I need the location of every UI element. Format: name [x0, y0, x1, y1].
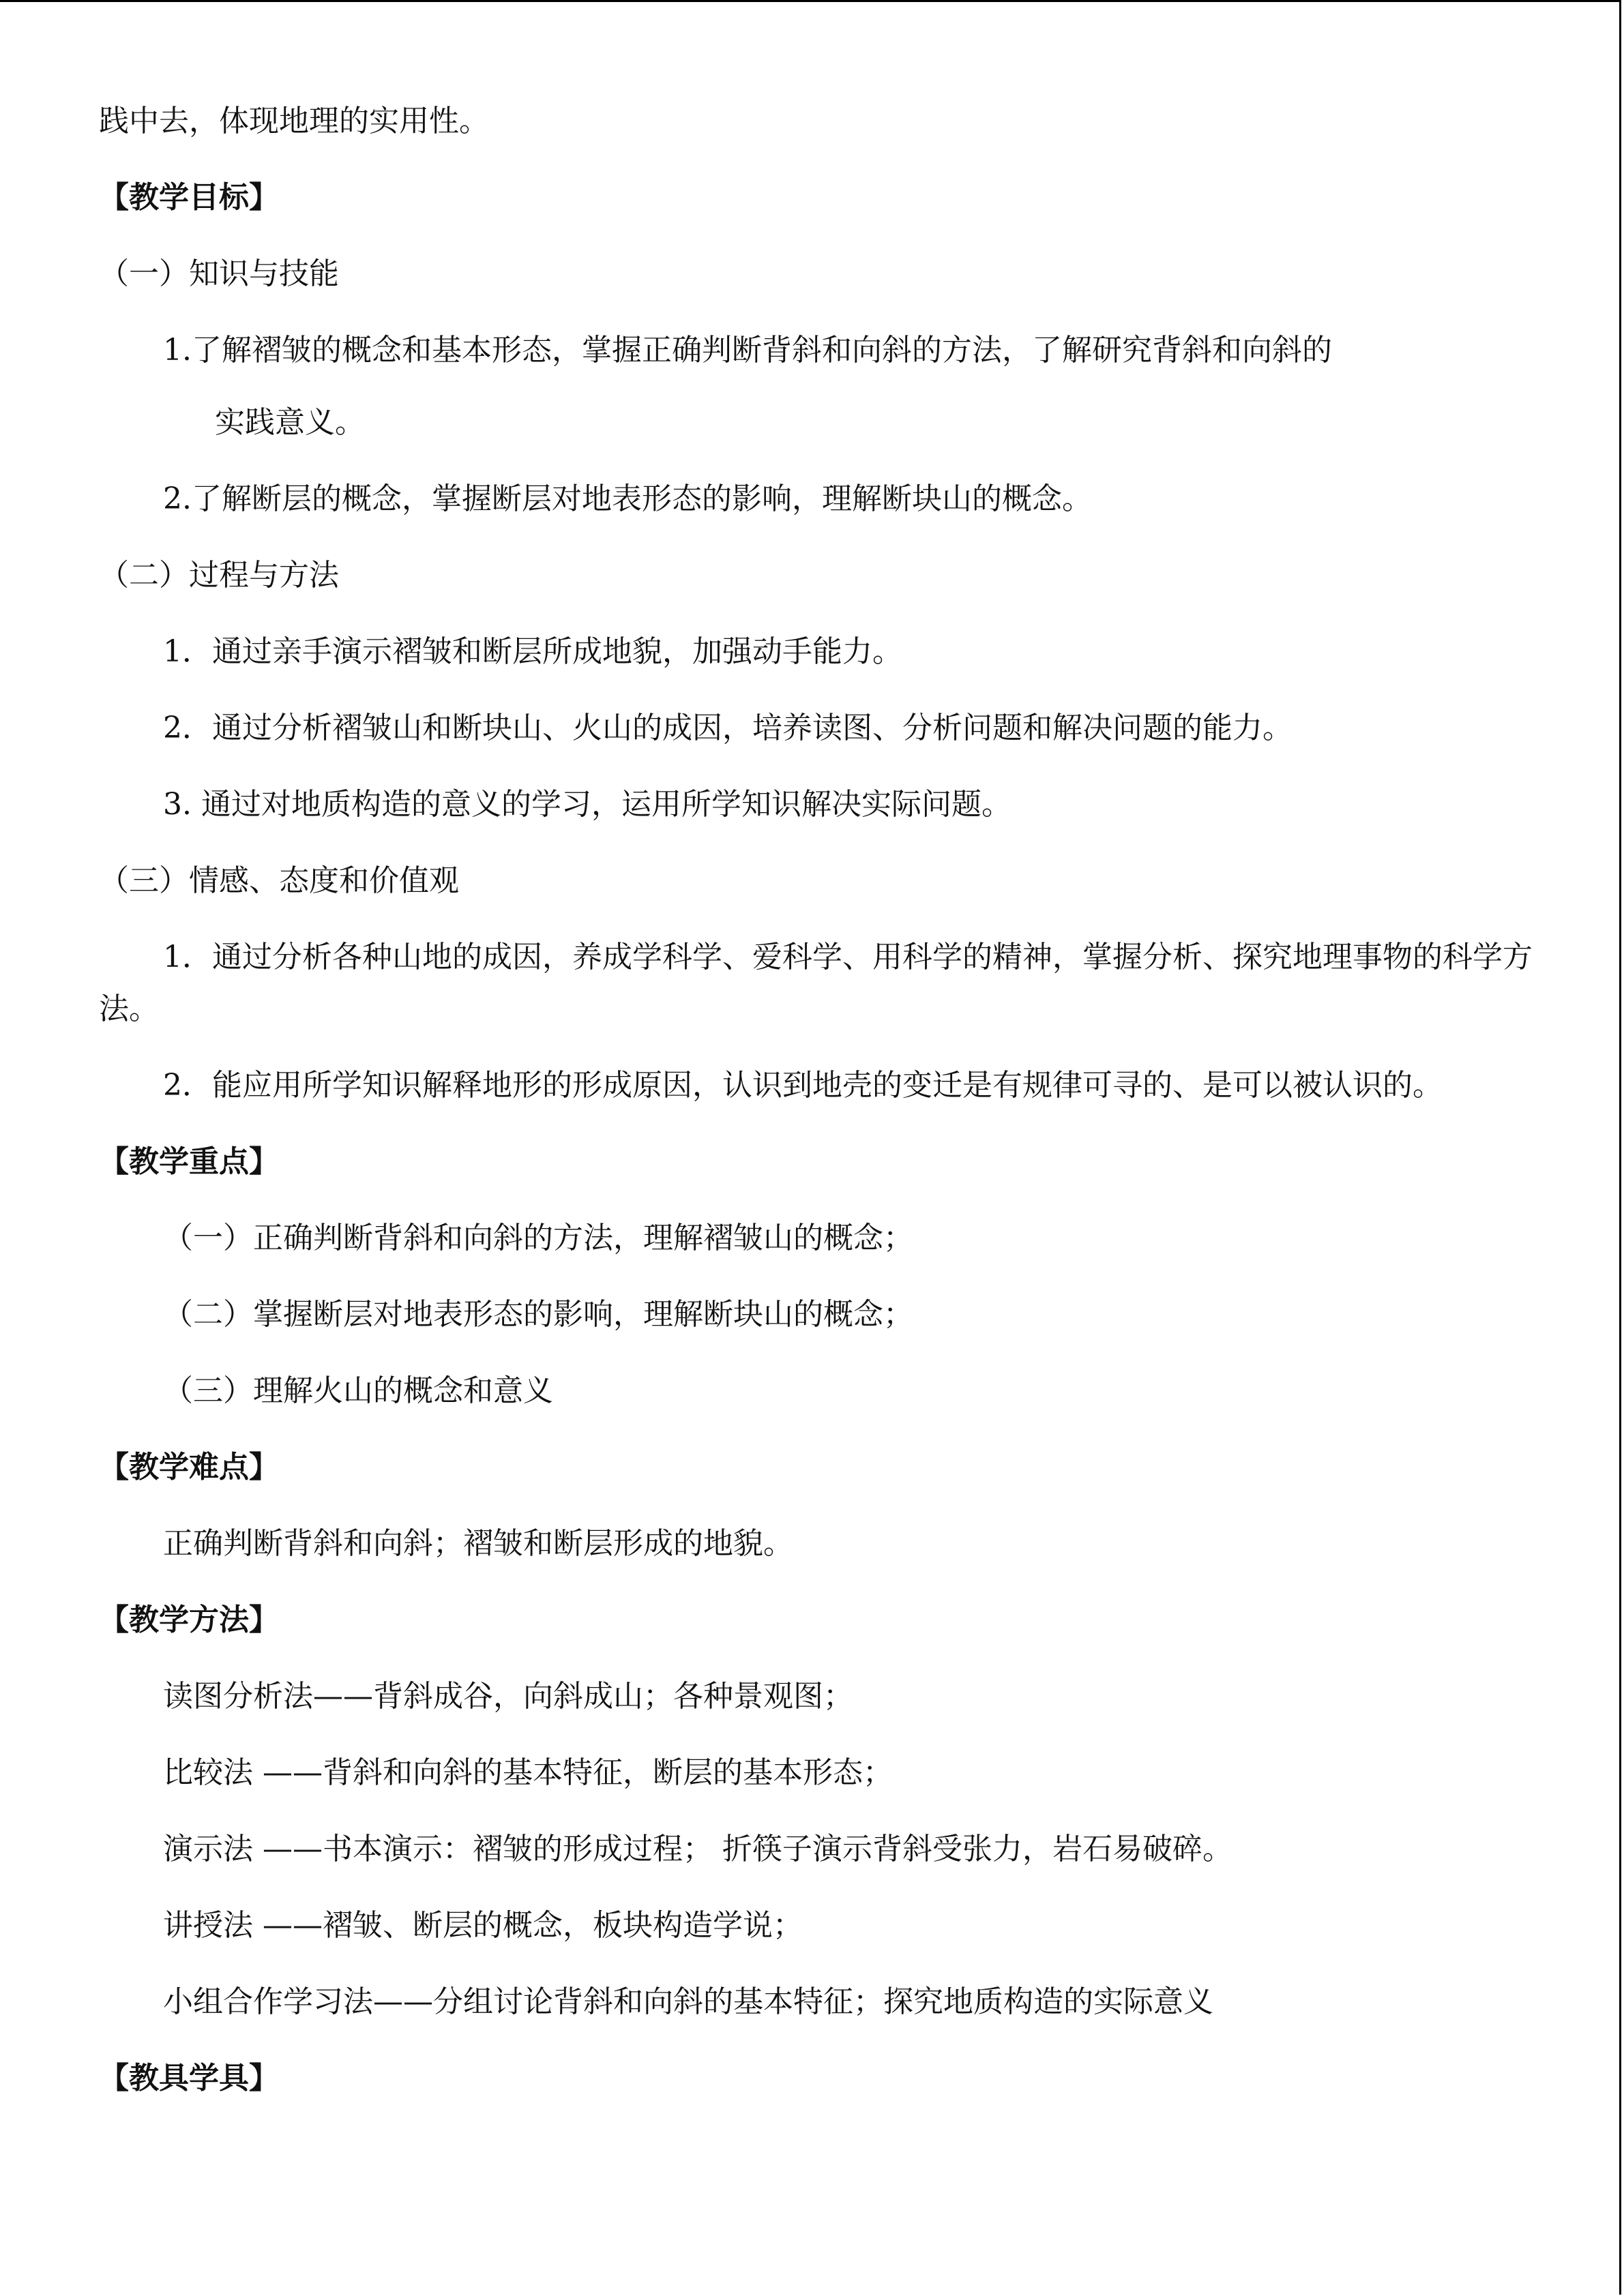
objectives-section2-item3: 3. 通过对地质构造的意义的学习，运用所学知识解决实际问题。	[163, 787, 1012, 822]
method-item: 读图分析法——背斜成谷，向斜成山；各种景观图；	[163, 1679, 853, 1714]
key-point-item: （二）掌握断层对地表形态的影响，理解断块山的概念；	[163, 1297, 913, 1332]
objectives-section3-title: （三）情感、态度和价值观	[99, 863, 459, 898]
intro-tail-text: 践中去，体现地理的实用性。	[99, 104, 489, 138]
objectives-heading: 【教学目标】	[99, 180, 279, 215]
key-point-item: （一）正确判断背斜和向斜的方法，理解褶皱山的概念；	[163, 1221, 913, 1255]
objectives-section2-item1: 1．通过亲手演示褶皱和断层所成地貌，加强动手能力。	[163, 634, 902, 669]
objectives-section3-item1: 1．通过分析各种山地的成因，养成学科学、爱科学、用科学的精神，掌握分析、探究地理事物的科学方法。	[99, 940, 1533, 1026]
methods-heading: 【教学方法】	[99, 1602, 279, 1637]
objectives-section2-title: （二）过程与方法	[99, 558, 339, 593]
method-item: 比较法 ——背斜和向斜的基本特征，断层的基本形态；	[163, 1755, 893, 1790]
objectives-section1-item1-line1: 1.了解褶皱的概念和基本形态，掌握正确判断背斜和向斜的方法，了解研究背斜和向斜的	[163, 333, 1332, 368]
difficulties-heading: 【教学难点】	[99, 1450, 279, 1485]
objectives-section1-item2: 2.了解断层的概念，掌握断层对地表形态的影响，理解断块山的概念。	[163, 481, 1092, 516]
objectives-section3-item2: 2．能应用所学知识解释地形的形成原因，认识到地壳的变迁是有规律可寻的、是可以被认识的。	[163, 1068, 1443, 1103]
difficulties-text: 正确判断背斜和向斜；褶皱和断层形成的地貌。	[163, 1526, 793, 1561]
key-point-item: （三）理解火山的概念和意义	[163, 1373, 553, 1408]
method-item: 演示法 ——书本演示：褶皱的形成过程； 折筷子演示背斜受张力，岩石易破碎。	[163, 1832, 1232, 1866]
objectives-section2-item2: 2．通过分析褶皱山和断块山、火山的成因，培养读图、分析问题和解决问题的能力。	[163, 711, 1293, 745]
objectives-section1-item1-line2: 实践意义。	[215, 405, 365, 440]
key-points-heading: 【教学重点】	[99, 1144, 279, 1179]
method-item: 讲授法 ——褶皱、断层的概念，板块构造学说；	[163, 1908, 803, 1943]
method-item: 小组合作学习法——分组讨论背斜和向斜的基本特征；探究地质构造的实际意义	[163, 1984, 1213, 2019]
tools-heading: 【教具学具】	[99, 2061, 279, 2096]
document-body	[99, 95, 1538, 2129]
objectives-section1-title: （一）知识与技能	[99, 256, 339, 291]
